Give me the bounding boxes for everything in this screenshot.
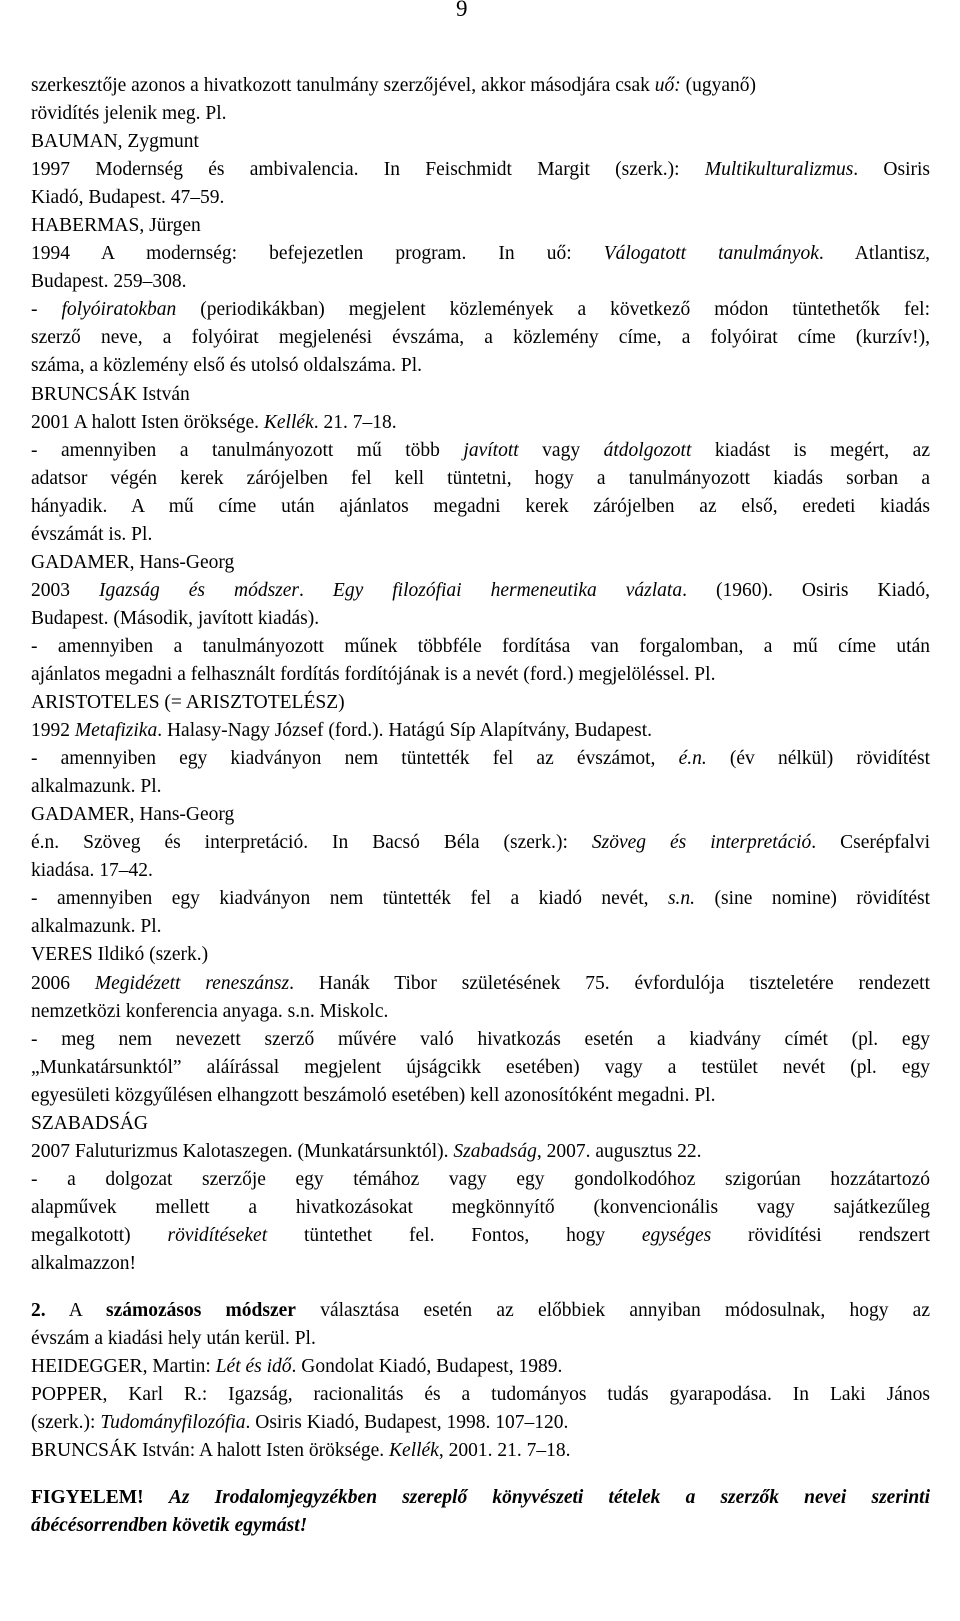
text-line bbox=[31, 1054, 930, 1082]
text-run: Kiadó, Budapest. 47–59. bbox=[31, 187, 225, 209]
text-line bbox=[31, 1353, 930, 1381]
text-line bbox=[31, 885, 930, 913]
text-line bbox=[31, 156, 930, 184]
text-line bbox=[31, 184, 930, 212]
text-line bbox=[31, 913, 930, 941]
text-line bbox=[31, 465, 930, 493]
text-run: ajánlatos megadni a felhasznált fordítás fordítójának is a nevét (ford.) megjelöléssel. Pl. bbox=[31, 663, 716, 685]
text-line bbox=[31, 212, 930, 240]
text-run: 2007 Faluturizmus Kalotaszegen. (Munkatársunktól). bbox=[31, 1140, 454, 1162]
text-line bbox=[31, 689, 930, 717]
text-run: . Cserépfalvi bbox=[811, 832, 930, 854]
text-run: szerző neve, a folyóirat megjelenési évszáma, a közlemény címe, a folyóirat címe (kurzív!), bbox=[31, 327, 930, 349]
text-line bbox=[31, 1409, 930, 1437]
italic-text: folyóiratokban bbox=[61, 299, 177, 321]
text-run: évszám a kiadási hely után kerül. Pl. bbox=[31, 1328, 316, 1350]
text-run: alkalmazzon! bbox=[31, 1252, 137, 1274]
text-run: (ugyanő) bbox=[680, 75, 757, 96]
text-line bbox=[31, 773, 930, 801]
text-run bbox=[144, 1487, 169, 1508]
italic-text: Szabadság bbox=[453, 1140, 537, 1162]
text-line bbox=[31, 605, 930, 633]
text-run: ARISTOTELES (= ARISZTOTELÉSZ) bbox=[31, 692, 345, 714]
text-run: alkalmazunk. Pl. bbox=[31, 916, 162, 938]
text-run: , 2001. 21. 7–18. bbox=[438, 1440, 571, 1462]
text-line bbox=[31, 521, 930, 549]
page-number: 9 bbox=[456, 0, 468, 21]
text-line bbox=[31, 1166, 930, 1194]
italic-text: Kellék bbox=[389, 1440, 439, 1462]
text-line bbox=[31, 661, 930, 689]
bold-text: FIGYELEM! bbox=[31, 1487, 144, 1509]
text-run: 2006 bbox=[31, 972, 95, 994]
text-line bbox=[31, 970, 930, 998]
text-run: kiadása. 17–42. bbox=[31, 860, 153, 882]
text-run: (szerk.): bbox=[31, 1412, 101, 1434]
text-line bbox=[31, 1250, 930, 1278]
text-run: BAUMAN, Zygmunt bbox=[31, 131, 199, 153]
text-run: . Osiris bbox=[853, 159, 930, 181]
text-run: kiadást is megért, az bbox=[691, 439, 930, 461]
italic-text: Egy filozófiai hermeneutika vázlata bbox=[332, 579, 683, 601]
text-line bbox=[31, 324, 930, 352]
text-run: - amennyiben egy kiadványon nem tüntették fel az évszámot, bbox=[31, 748, 679, 770]
text-line bbox=[31, 549, 930, 577]
text-line bbox=[31, 72, 930, 100]
text-run: . Osiris Kiadó, Budapest, 1998. 107–120. bbox=[245, 1412, 569, 1434]
text-run: GADAMER, Hans-Georg bbox=[31, 551, 235, 573]
text-line bbox=[31, 745, 930, 773]
text-run: GADAMER, Hans-Georg bbox=[31, 804, 235, 826]
text-run: nemzetközi konferencia anyaga. s.n. Miskolc. bbox=[31, 1000, 389, 1022]
text-run: - amennyiben a tanulmányozott mű több bbox=[31, 439, 464, 461]
text-line bbox=[31, 857, 930, 885]
text-run: - amennyiben egy kiadványon nem tüntették fel a kiadó nevét, bbox=[31, 888, 668, 910]
text-line bbox=[31, 1082, 930, 1110]
text-line bbox=[31, 100, 930, 128]
text-line bbox=[31, 437, 930, 465]
text-run: (sine nomine) rövidítést bbox=[695, 888, 930, 910]
text-run: A bbox=[45, 1300, 107, 1322]
italic-text: Válogatott tanulmányok bbox=[603, 243, 819, 265]
text-run: 2003 bbox=[31, 579, 100, 601]
text-run: rövidítés jelenik meg. Pl. bbox=[31, 103, 227, 125]
text-run: HEIDEGGER, Martin: bbox=[31, 1356, 216, 1378]
text-line bbox=[31, 1110, 930, 1138]
text-line bbox=[31, 633, 930, 661]
bold-italic-text: ábécésorrendben követik egymást! bbox=[31, 1515, 308, 1537]
text-run: BRUNCSÁK István: A halott Isten öröksége. bbox=[31, 1440, 390, 1462]
italic-text: egységes bbox=[641, 1224, 712, 1246]
text-line bbox=[31, 1222, 930, 1250]
italic-text: Kellék bbox=[263, 411, 314, 433]
text-run: 1992 bbox=[31, 720, 75, 742]
body-text bbox=[31, 72, 930, 1540]
text-run: adatsor végén kerek zárójelben fel kell tüntetni, hogy a tanulmányozott kiadás sorban a bbox=[31, 467, 930, 489]
text-run: alapművek mellett a hivatkozásokat megkönnyítő (konvencionális vagy sajátkezűleg bbox=[31, 1196, 930, 1218]
text-line bbox=[31, 493, 930, 521]
text-line bbox=[31, 1138, 930, 1166]
text-run: SZABADSÁG bbox=[31, 1112, 149, 1134]
text-line bbox=[31, 128, 930, 156]
text-run: alkalmazunk. Pl. bbox=[31, 776, 162, 798]
text-run: megalkotott) bbox=[31, 1224, 168, 1246]
text-run: . Atlantisz, bbox=[818, 243, 931, 265]
text-run: - bbox=[31, 299, 62, 321]
text-line bbox=[31, 240, 930, 268]
paragraph-gap bbox=[31, 1278, 930, 1297]
text-run: VERES Ildikó (szerk.) bbox=[31, 944, 209, 966]
text-run: BRUNCSÁK István bbox=[31, 383, 190, 405]
text-line bbox=[31, 1484, 930, 1512]
italic-text: Multikulturalizmus bbox=[704, 159, 854, 181]
text-run: (periodikákban) megjelent közlemények a következő módon tüntethetők fel: bbox=[176, 299, 930, 321]
text-run: - a dolgozat szerzője egy témához vagy egy gondolkodóhoz szigorúan hozzátartozó bbox=[31, 1168, 930, 1190]
bold-text: számozásos módszer bbox=[106, 1300, 296, 1322]
text-run: egyesületi közgyűlésen elhangzott beszámoló esetében) kell azonosítóként megadni. Pl. bbox=[31, 1084, 716, 1106]
text-run: HABERMAS, Jürgen bbox=[31, 215, 201, 237]
text-line bbox=[31, 409, 930, 437]
text-line bbox=[31, 381, 930, 409]
italic-text: Igazság és módszer bbox=[99, 579, 299, 601]
text-run: Budapest. 259–308. bbox=[31, 271, 187, 293]
text-line bbox=[31, 1194, 930, 1222]
text-run: 2001 A halott Isten öröksége. bbox=[31, 411, 264, 433]
bold-text: 2. bbox=[31, 1300, 46, 1322]
text-run: POPPER, Karl R.: Igazság, racionalitás és a tudományos tudás gyarapodása. In Laki János bbox=[31, 1384, 930, 1406]
text-run: 1994 A modernség: befejezetlen program. In uő: bbox=[31, 243, 604, 265]
text-run: „Munkatársunktól” aláírással megjelent újságcikk esetében) vagy a testület nevét (pl. egy bbox=[31, 1056, 930, 1078]
text-line bbox=[31, 1026, 930, 1054]
text-line bbox=[31, 268, 930, 296]
text-line bbox=[31, 352, 930, 380]
italic-text: Lét és idő bbox=[215, 1356, 292, 1378]
text-line bbox=[31, 1297, 930, 1325]
italic-text: Tudományfilozófia bbox=[100, 1412, 246, 1434]
text-line bbox=[31, 717, 930, 745]
text-line bbox=[31, 296, 930, 324]
text-run: rövidítési rendszert bbox=[711, 1224, 930, 1246]
text-run: tüntethet fel. Fontos, hogy bbox=[267, 1224, 642, 1246]
text-run: (év nélkül) rövidítést bbox=[706, 748, 931, 770]
italic-text: Szöveg és interpretáció bbox=[591, 832, 812, 854]
text-run: hányadik. A mű címe után ajánlatos megadni kerek zárójelben az első, eredeti kiadás bbox=[31, 495, 930, 517]
paragraph-gap bbox=[31, 1465, 930, 1484]
text-line bbox=[31, 577, 930, 605]
text-run: - meg nem nevezett szerző művére való hivatkozás esetén a kiadvány címét (pl. egy bbox=[31, 1028, 930, 1050]
text-run: Budapest. (Második, javított kiadás). bbox=[31, 607, 320, 629]
text-run: választása esetén az előbbiek annyiban módosulnak, hogy az bbox=[295, 1300, 930, 1322]
italic-text: rövidítéseket bbox=[167, 1224, 268, 1246]
text-run: 1997 Modernség és ambivalencia. In Feischmidt Margit (szerk.): bbox=[31, 159, 705, 181]
text-run: . Gondolat Kiadó, Budapest, 1989. bbox=[291, 1356, 563, 1378]
text-line bbox=[31, 1512, 930, 1540]
italic-text: é.n. bbox=[678, 748, 707, 770]
text-run: . Hanák Tibor születésének 75. évfordulója tiszteletére rendezett bbox=[289, 972, 931, 994]
text-line bbox=[31, 829, 930, 857]
text-run: . Halasy-Nagy József (ford.). Hatágú Síp Alapítvány, Budapest. bbox=[157, 720, 652, 742]
text-run: évszámát is. Pl. bbox=[31, 523, 153, 545]
italic-text: Megidézett reneszánsz bbox=[94, 972, 290, 994]
bold-italic-text: Az Irodalomjegyzékben szereplő könyvészeti tételek a szerzők nevei szerinti bbox=[168, 1487, 931, 1509]
text-run: vagy bbox=[518, 439, 604, 461]
text-line bbox=[31, 1437, 930, 1465]
text-line bbox=[31, 1381, 930, 1409]
text-line bbox=[31, 998, 930, 1026]
italic-text: s.n. bbox=[667, 888, 696, 910]
text-run: . bbox=[299, 579, 333, 601]
italic-text: átdolgozott bbox=[603, 439, 692, 461]
text-run: száma, a közlemény első és utolsó oldalszáma. Pl. bbox=[31, 355, 422, 377]
text-run: - amennyiben a tanulmányozott műnek többféle fordítása van forgalomban, a mű címe után bbox=[31, 635, 930, 657]
text-line bbox=[31, 941, 930, 969]
text-run: é.n. Szöveg és interpretáció. In Bacsó Béla (szerk.): bbox=[31, 832, 592, 854]
italic-text: Metafizika bbox=[74, 720, 158, 742]
text-run: szerkesztője azonos a hivatkozott tanulmány szerzőjével, akkor másodjára csak bbox=[31, 75, 655, 96]
text-run: . (1960). Osiris Kiadó, bbox=[682, 579, 931, 601]
text-line bbox=[31, 801, 930, 829]
text-run: , 2007. augusztus 22. bbox=[536, 1140, 702, 1162]
text-run: . 21. 7–18. bbox=[313, 411, 397, 433]
text-line bbox=[31, 1325, 930, 1353]
italic-text: uő: bbox=[654, 75, 681, 96]
italic-text: javított bbox=[463, 439, 519, 461]
